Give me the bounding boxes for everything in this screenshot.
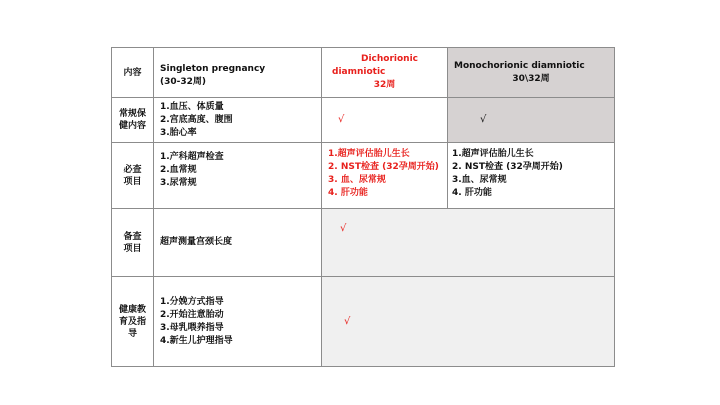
dcda-title-line2: diamniotic — [332, 67, 386, 77]
education-singleton-list — [154, 277, 322, 367]
row-label-education: 健康教 育及指 导 — [112, 277, 154, 367]
routine-mcda-cell — [448, 98, 615, 143]
row-required — [112, 143, 615, 209]
list-item: 2.开始注意胎动 — [160, 309, 224, 320]
list-item: 1.超声评估胎儿生长 — [328, 149, 410, 159]
check-mark-icon: √ — [480, 114, 487, 125]
list-item: 2. NST检查 (32孕周开始) — [328, 162, 439, 172]
list-item: 2. NST检查 (32孕周开始) — [452, 162, 563, 172]
row-optional — [112, 209, 615, 277]
optional-twin-cell — [322, 209, 615, 277]
row-education — [112, 277, 615, 367]
header-mcda — [448, 48, 615, 98]
row-label-routine: 常规保 健内容 — [112, 98, 154, 143]
header-dcda — [322, 48, 448, 98]
list-item: 4.新生儿护理指导 — [160, 335, 233, 346]
row-routine — [112, 98, 615, 143]
list-item: 1.产科超声检查 — [160, 152, 224, 162]
list-item: 1.超声评估胎儿生长 — [452, 149, 534, 159]
row-label-required: 必查 项目 — [112, 143, 154, 209]
check-mark-icon: √ — [340, 223, 347, 234]
list-item: 3.尿常规 — [160, 178, 197, 188]
prenatal-care-table — [111, 47, 615, 367]
list-item: 1.血压、体质量 — [160, 102, 224, 112]
mcda-title: Monochorionic diamniotic — [454, 60, 585, 71]
dcda-weeks: 32周 — [373, 80, 396, 90]
optional-singleton-cell — [154, 209, 322, 277]
dcda-title-line1: Dichorionic — [360, 54, 418, 64]
optional-singleton-text: 超声测量宫颈长度 — [160, 237, 233, 247]
care-table-container — [111, 47, 614, 366]
required-dcda-list — [322, 143, 448, 209]
row-label-optional: 备查 项目 — [112, 209, 154, 277]
list-item: 3.胎心率 — [160, 128, 197, 138]
list-item: 4. 肝功能 — [328, 188, 368, 198]
singleton-title: Singleton pregnancy — [160, 63, 266, 74]
check-mark-icon: √ — [344, 315, 351, 327]
education-twin-cell — [322, 277, 615, 367]
routine-dcda-cell — [322, 98, 448, 143]
list-item: 3.血、尿常规 — [452, 175, 507, 185]
list-item: 2.宫底高度、腹围 — [160, 115, 233, 125]
list-item: 4. 肝功能 — [452, 188, 492, 198]
mcda-weeks: 30\32周 — [512, 73, 550, 84]
list-item: 1.分娩方式指导 — [160, 296, 224, 307]
singleton-weeks: (30-32周) — [160, 76, 207, 87]
required-singleton-list — [154, 143, 322, 209]
header-singleton — [154, 48, 322, 98]
list-item: 2.血常规 — [160, 165, 197, 175]
table-header-row — [112, 48, 615, 98]
check-mark-icon: √ — [338, 114, 345, 125]
required-mcda-list — [448, 143, 615, 209]
list-item: 3.母乳喂养指导 — [160, 322, 224, 333]
routine-singleton-list — [154, 98, 322, 143]
list-item: 3. 血、尿常规 — [328, 175, 386, 185]
header-content-label: 内容 — [112, 48, 154, 98]
